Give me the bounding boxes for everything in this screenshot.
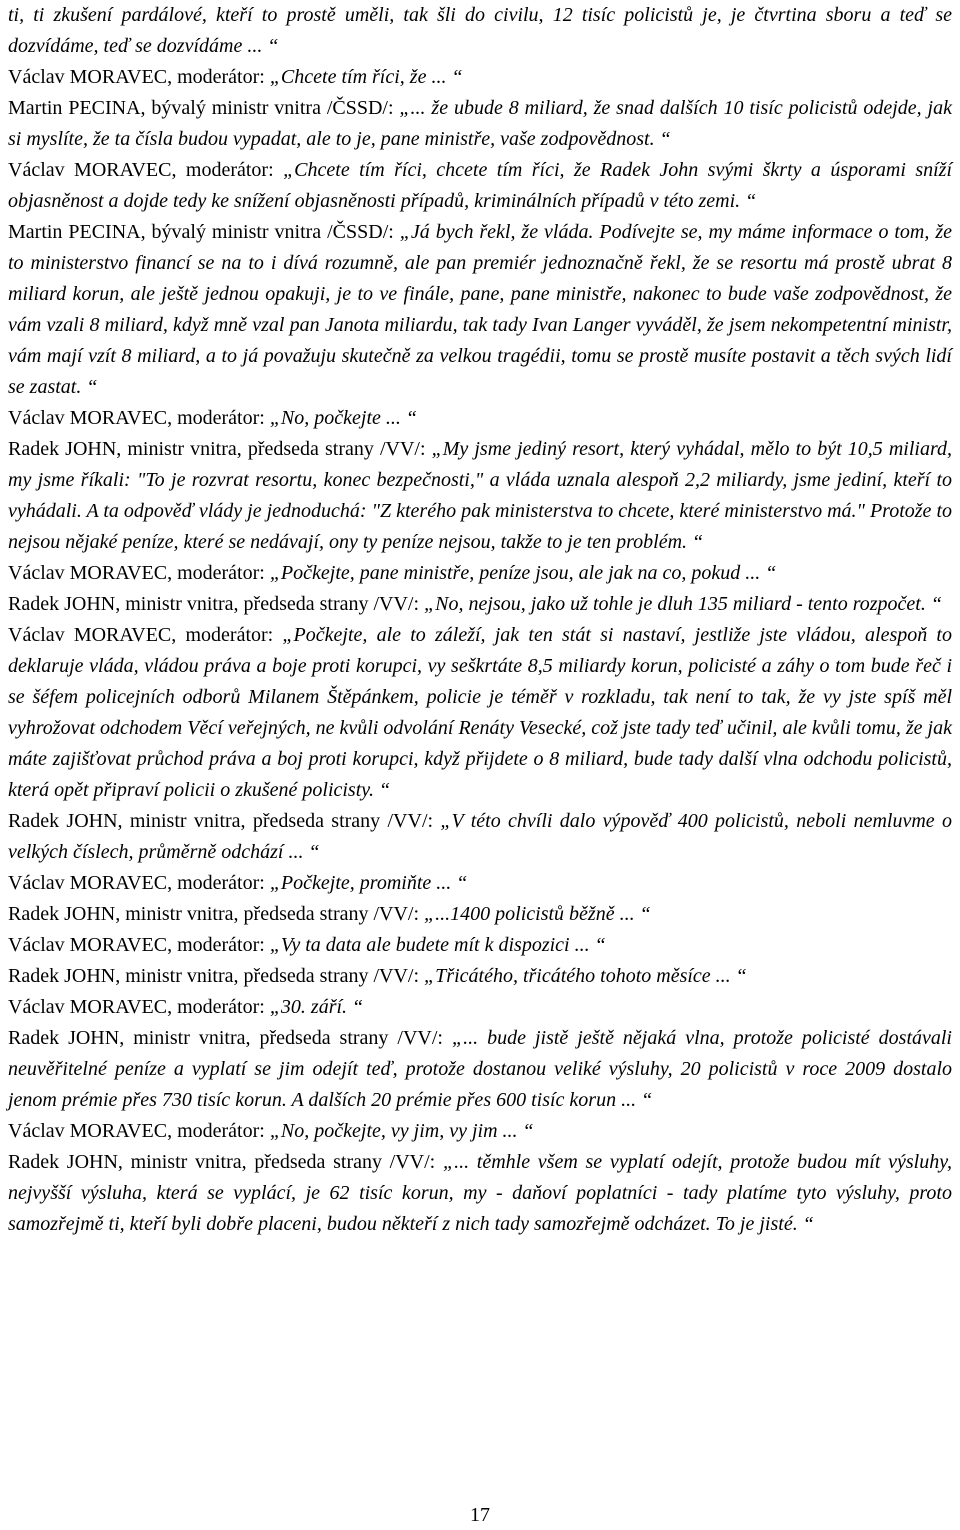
spoken-text: „30. září. “ — [269, 996, 364, 1018]
speaker-label: Václav MORAVEC, moderátor: — [8, 872, 270, 894]
speaker-label: Václav MORAVEC, moderátor: — [8, 407, 270, 429]
spoken-text: „No, počkejte ... “ — [269, 407, 418, 429]
transcript-paragraph — [8, 806, 952, 868]
transcript-paragraph — [8, 62, 952, 93]
spoken-text: „Počkejte, promiňte ... “ — [269, 872, 468, 894]
transcript-paragraph — [8, 1147, 952, 1240]
speaker-label: Radek JOHN, ministr vnitra, předseda strany /VV/: — [8, 810, 441, 832]
transcript-paragraph — [8, 155, 952, 217]
speaker-label: Václav MORAVEC, moderátor: — [8, 159, 284, 181]
spoken-text: „V této chvíli dalo výpověď 400 policistů, neboli nemluvme o velkých číslech, průměrně odchází ... “ — [8, 810, 952, 863]
speaker-label: Radek JOHN, ministr vnitra, předseda strany /VV/: — [8, 965, 425, 987]
spoken-text: „My jsme jediný resort, který vyhádal, mělo to být 10,5 miliard, my jsme říkali: "To je rozvrat resortu, konec bezpečnosti," a vláda uznala alespoň 2,2 miliardy, jsme jediní, kteří to vyhádali. A ta odpověď vlády je jednoduchá: "Z kterého pak ministerstva to chcete, které ministerstvo má." Protože to nejsou nějaké peníze, které se nedávají, ony ty peníze nejsou, takže to je ten problém. “ — [8, 438, 952, 553]
spoken-text: „No, nejsou, jako už tohle je dluh 135 miliard - tento rozpočet. “ — [424, 593, 942, 615]
transcript-paragraph — [8, 0, 952, 62]
spoken-text: „...1400 policistů běžně ... “ — [424, 903, 651, 925]
spoken-text: „Vy ta data ale budete mít k dispozici ... “ — [269, 934, 606, 956]
transcript-paragraph — [8, 899, 952, 930]
spoken-text: „Já bych řekl, že vláda. Podívejte se, my máme informace o tom, že to ministerstvo financí se na to i dívá rozumně, ale pan premiér jednoznačně řekl, že se resortu má prostě ubrat 8 miliard korun, ale ještě jednou opakuji, je to ve finále, pane, pane ministře, nakonec to bude vaše zodpovědnost, že vám vzali 8 miliard, když mně vzal pan Janota miliardu, tak tady Ivan Langer vyváděl, že jsem nekompetentní ministr, vám mají vzít 8 miliard, a to já považuju skutečně za velkou tragédii, tomu se prostě musíte postavit a těch svých lidí se zastat. “ — [8, 221, 952, 398]
speaker-label: Václav MORAVEC, moderátor: — [8, 562, 270, 584]
speaker-label: Radek JOHN, ministr vnitra, předseda strany /VV/: — [8, 593, 425, 615]
spoken-text: „... těmhle všem se vyplatí odejít, protože budou mít výsluhy, nejvyšší výsluha, která se vyplácí, je 62 tisíc korun, my - daňoví poplatníci - tady platíme tyto výsluhy, proto samozřejmě ti, kteří byli dobře placeni, budou někteří z nich tady samozřejmě odcházet. To je jisté. “ — [8, 1151, 952, 1235]
speaker-label: Václav MORAVEC, moderátor: — [8, 624, 283, 646]
speaker-label: Martin PECINA, bývalý ministr vnitra /ČSSD/: — [8, 97, 400, 119]
speaker-label: Radek JOHN, ministr vnitra, předseda strany /VV/: — [8, 438, 432, 460]
spoken-text: „Třicátého, třicátého tohoto měsíce ... “ — [424, 965, 747, 987]
transcript-paragraph — [8, 558, 952, 589]
transcript-paragraph — [8, 1023, 952, 1116]
spoken-text: „Počkejte, ale to záleží, jak ten stát si nastaví, jestliže jste vládou, alespoň to deklaruje vláda, vládou práva a boje proti korupci, vy seškrtáte 8,5 miliardy korun, policisté a záhy o tom bude řeč i se šéfem policejních odborů Milanem Štěpánkem, policie je téměř v rozkladu, tak není to tak, že vy jste spíš měl vyhrožovat odchodem Věcí veřejných, ne kvůli odvolání Renáty Vesecké, což jste tady teď učinil, ale kvůli tomu, že jak máte zajišťovat průchod práva a boj proti korupci, když přijdete o 8 miliard, bude tady další vlna odchodu policistů, která opět připraví policii o zkušené policisty. “ — [8, 624, 952, 801]
transcript-paragraph — [8, 992, 952, 1023]
transcript-paragraph — [8, 620, 952, 806]
spoken-text: ti, ti zkušení pardálové, kteří to prostě uměli, tak šli do civilu, 12 tisíc policistů je, je čtvrtina sboru a teď se dozvídáme, teď se dozvídáme ... “ — [8, 4, 952, 57]
transcript-paragraph — [8, 930, 952, 961]
spoken-text: „No, počkejte, vy jim, vy jim ... “ — [269, 1120, 534, 1142]
transcript-paragraph — [8, 217, 952, 403]
transcript-paragraph — [8, 93, 952, 155]
page-number: 17 — [470, 1504, 490, 1526]
speaker-label: Václav MORAVEC, moderátor: — [8, 66, 270, 88]
transcript-paragraph — [8, 589, 952, 620]
speaker-label: Václav MORAVEC, moderátor: — [8, 1120, 270, 1142]
speaker-label: Radek JOHN, ministr vnitra, předseda strany /VV/: — [8, 1027, 452, 1049]
transcript-paragraph — [8, 1116, 952, 1147]
speaker-label: Václav MORAVEC, moderátor: — [8, 934, 270, 956]
speaker-label: Radek JOHN, ministr vnitra, předseda strany /VV/: — [8, 1151, 443, 1173]
transcript-paragraph — [8, 868, 952, 899]
spoken-text: „Chcete tím říci, chcete tím říci, že Radek John svými škrty a úsporami sníží objasněnost a dojde tedy ke snížení objasněnosti případů, kriminálních případů v této zemi. “ — [8, 159, 953, 212]
transcript-paragraph — [8, 961, 952, 992]
spoken-text: „Počkejte, pane ministře, peníze jsou, ale jak na co, pokud ... “ — [269, 562, 777, 584]
transcript-paragraph — [8, 434, 952, 558]
spoken-text: „Chcete tím říci, že ... “ — [269, 66, 463, 88]
spoken-text: „... že ubude 8 miliard, že snad dalších 10 tisíc policistů odejde, jak si myslíte, že ta čísla budou vypadat, ale to je, pane ministře, vaše zodpovědnost. “ — [8, 97, 952, 150]
spoken-text: „... bude jistě ještě nějaká vlna, protože policisté dostávali neuvěřitelné peníze a vyplatí se jim odejít teď, protože dostanou veliké výsluhy, 20 policistů v roce 2009 dostalo jenom prémie přes 730 tisíc korun. A dalších 20 prémie přes 600 tisíc korun ... “ — [8, 1027, 952, 1111]
transcript-body — [8, 0, 952, 1240]
speaker-label: Radek JOHN, ministr vnitra, předseda strany /VV/: — [8, 903, 425, 925]
transcript-paragraph — [8, 403, 952, 434]
speaker-label: Václav MORAVEC, moderátor: — [8, 996, 270, 1018]
speaker-label: Martin PECINA, bývalý ministr vnitra /ČSSD/: — [8, 221, 400, 243]
